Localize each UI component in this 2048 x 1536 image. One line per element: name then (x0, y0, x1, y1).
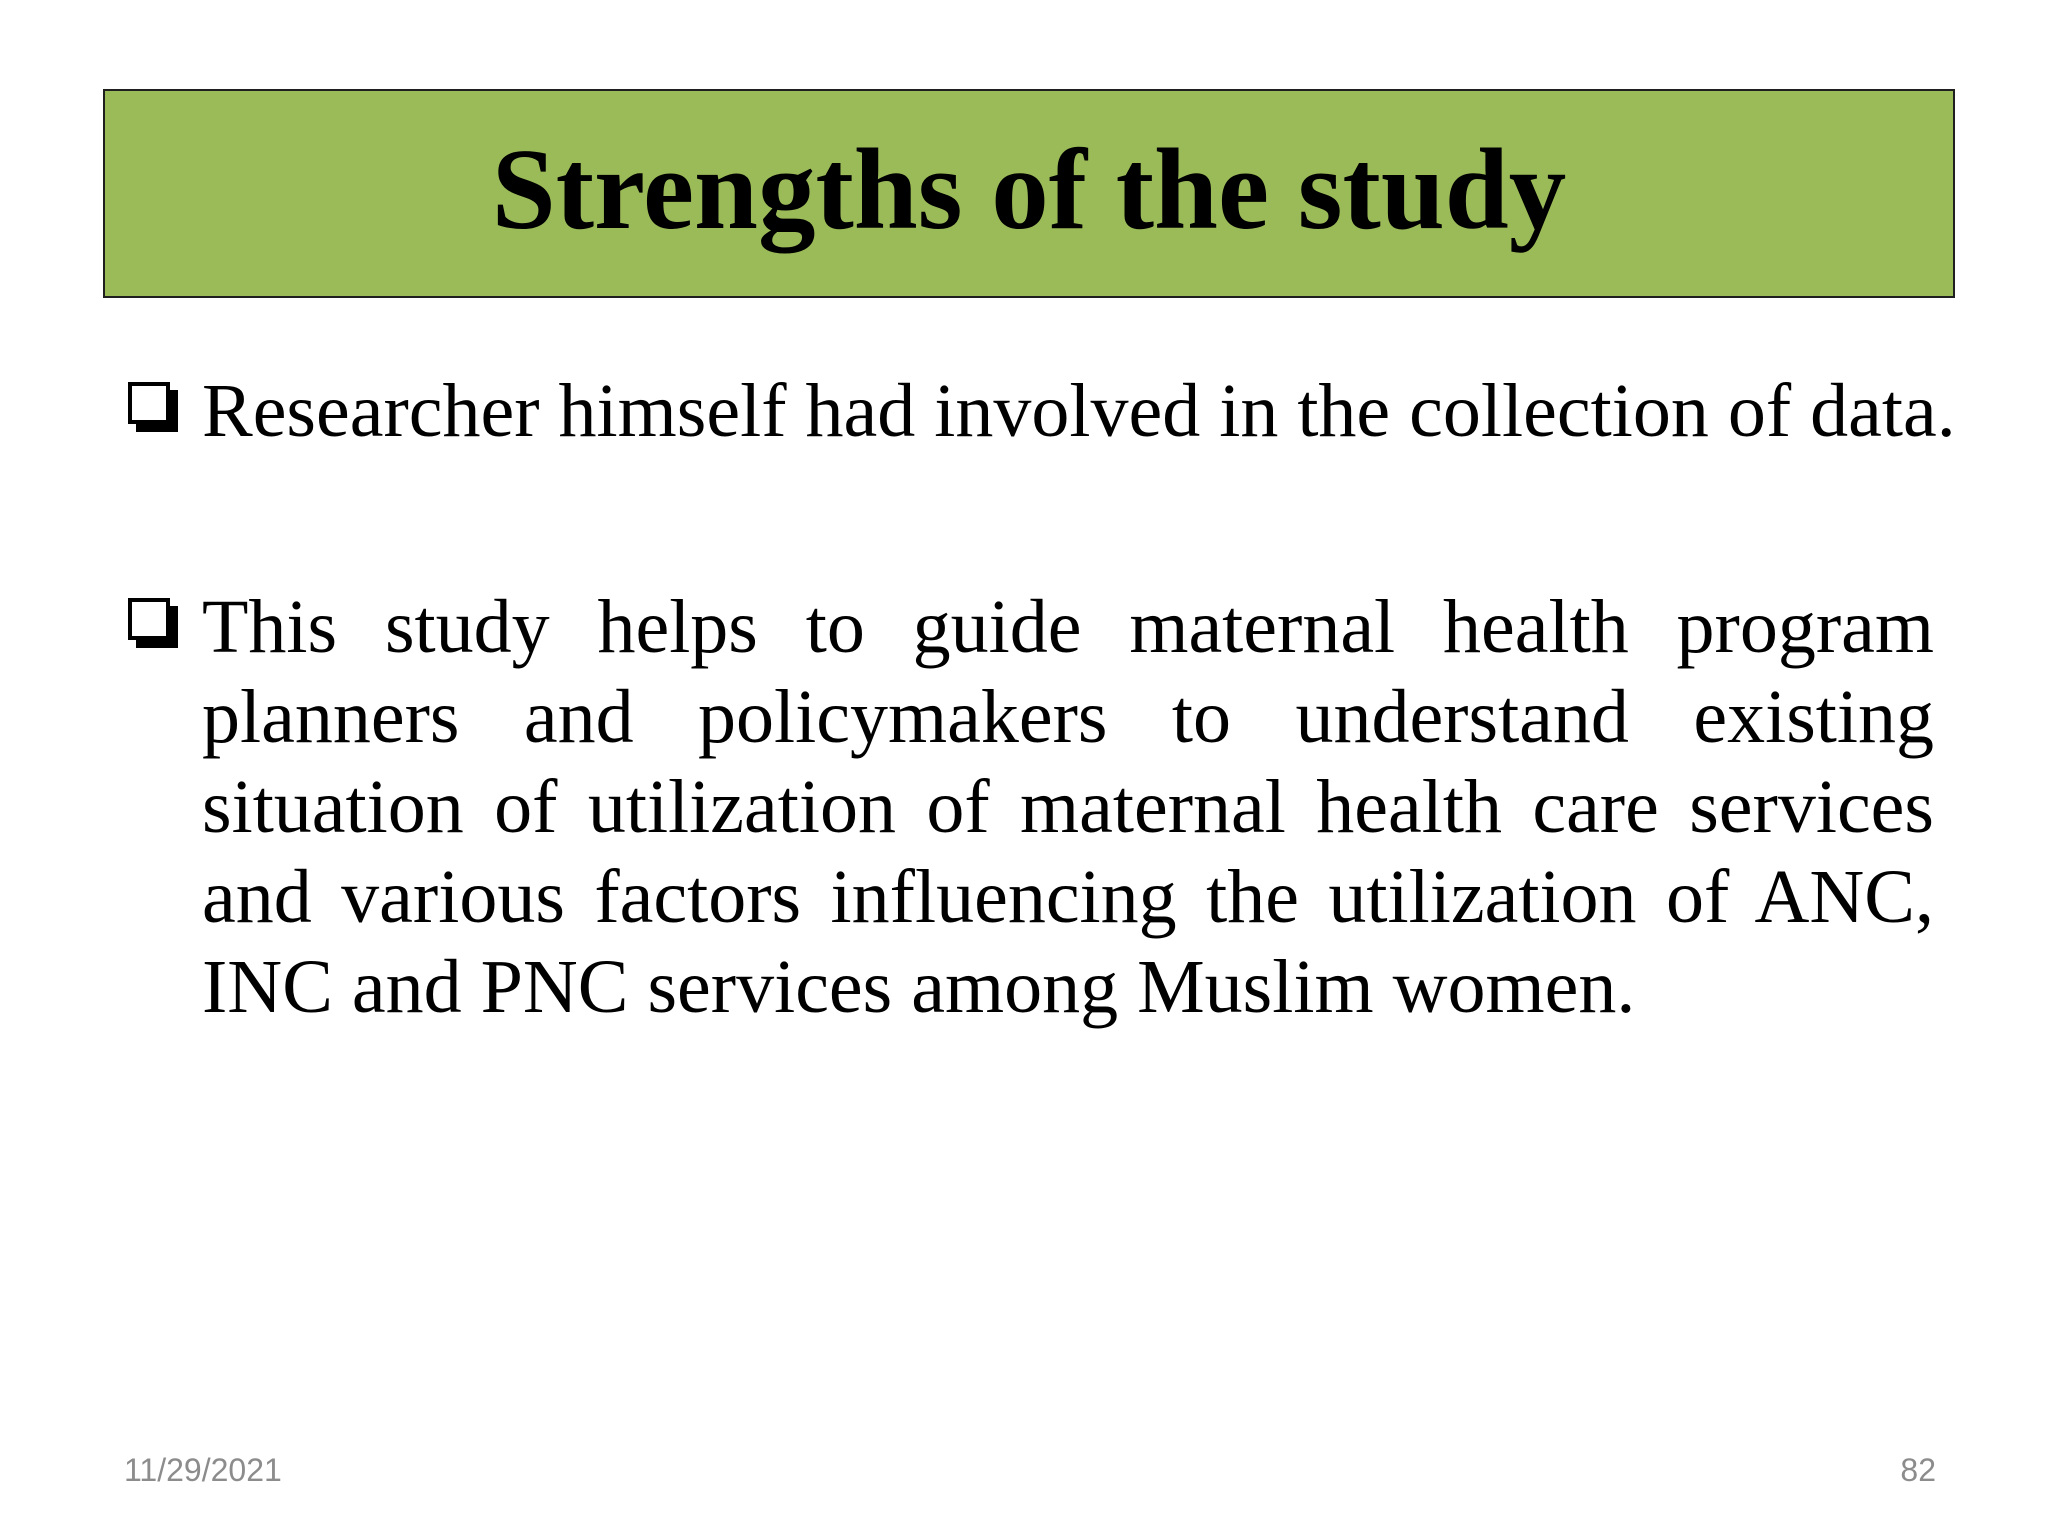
bullet-item (128, 582, 1934, 1032)
slide-title: Strengths of the study (491, 126, 1567, 253)
page-number: 82 (1900, 1452, 1936, 1488)
footer-date: 11/29/2021 (124, 1452, 282, 1488)
bullet-text: Researcher himself had involved in the collection of data. (202, 369, 1956, 453)
checkbox-icon (128, 598, 180, 650)
bullet-item (128, 366, 1956, 456)
bullet-text: This study helps to guide maternal health program planners and policymakers to understand existing situation of utilization of maternal health care services and various factors influencing the utilization of ANC, INC and PNC services among Muslim women. (202, 585, 1934, 1029)
checkbox-icon (128, 382, 180, 434)
